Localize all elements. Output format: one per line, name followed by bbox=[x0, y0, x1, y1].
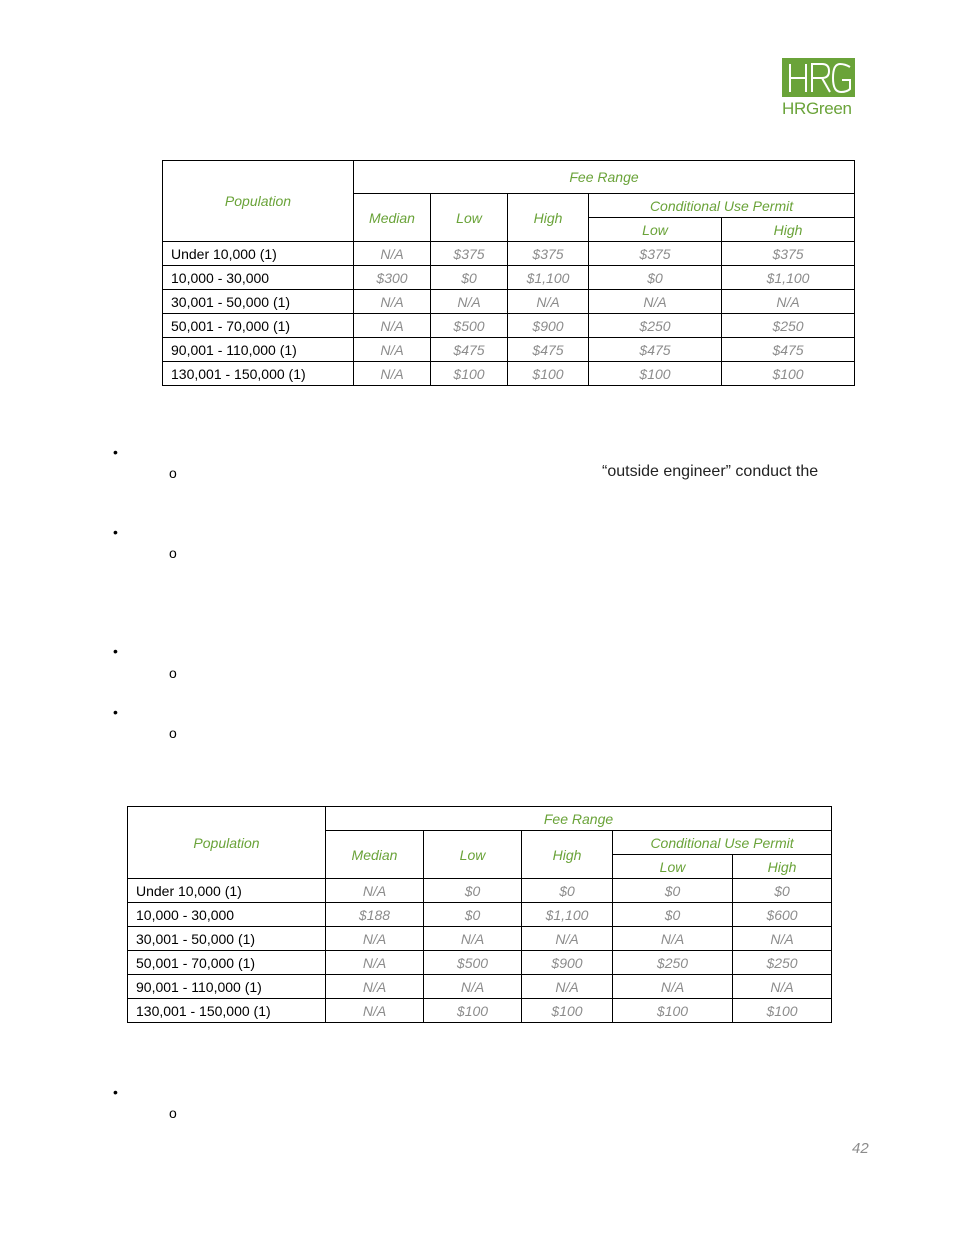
high-header: High bbox=[508, 194, 589, 242]
fee-cell: N/A bbox=[733, 975, 832, 999]
fee-cell: $250 bbox=[722, 314, 855, 338]
bullet-marker: • bbox=[113, 643, 118, 659]
table-row bbox=[163, 266, 855, 290]
bullet-marker: • bbox=[113, 524, 118, 540]
hrgreen-logo bbox=[782, 58, 858, 119]
sub-bullet-marker: o bbox=[169, 665, 177, 681]
fee-cell: $1,100 bbox=[522, 903, 613, 927]
fee-cell: N/A bbox=[431, 290, 508, 314]
fee-cell: $100 bbox=[431, 362, 508, 386]
fee-cell: N/A bbox=[613, 975, 733, 999]
table-row bbox=[128, 903, 832, 927]
fee-cell: $250 bbox=[589, 314, 722, 338]
sub-bullet-marker: o bbox=[169, 545, 177, 561]
population-cell: Under 10,000 (1) bbox=[128, 879, 326, 903]
sub-bullet-marker: o bbox=[169, 1105, 177, 1121]
cup-low-header: Low bbox=[613, 855, 733, 879]
fee-cell: N/A bbox=[354, 242, 431, 266]
population-cell: 30,001 - 50,000 (1) bbox=[128, 927, 326, 951]
high-header: High bbox=[522, 831, 613, 879]
cup-header: Conditional Use Permit bbox=[613, 831, 832, 855]
population-cell: 50,001 - 70,000 (1) bbox=[163, 314, 354, 338]
fee-cell: $188 bbox=[326, 903, 424, 927]
fee-cell: $100 bbox=[508, 362, 589, 386]
fee-cell: $100 bbox=[424, 999, 522, 1023]
population-cell: 50,001 - 70,000 (1) bbox=[128, 951, 326, 975]
fee-cell: N/A bbox=[508, 290, 589, 314]
fee-cell: $375 bbox=[508, 242, 589, 266]
fee-table-1-body bbox=[163, 242, 855, 386]
fee-table-2 bbox=[127, 806, 832, 1023]
cup-header: Conditional Use Permit bbox=[589, 194, 855, 218]
table-row bbox=[163, 362, 855, 386]
fee-range-header: Fee Range bbox=[354, 161, 855, 194]
fee-cell: $0 bbox=[431, 266, 508, 290]
table-row bbox=[163, 338, 855, 362]
fee-cell: $900 bbox=[508, 314, 589, 338]
logo-wordmark: HRGreen bbox=[782, 99, 852, 118]
fee-cell: $100 bbox=[733, 999, 832, 1023]
fee-cell: $250 bbox=[733, 951, 832, 975]
fee-cell: $0 bbox=[589, 266, 722, 290]
table-row bbox=[163, 242, 855, 266]
median-header: Median bbox=[354, 194, 431, 242]
fee-cell: N/A bbox=[522, 927, 613, 951]
sub-bullet-marker: o bbox=[169, 465, 177, 481]
fee-cell: $900 bbox=[522, 951, 613, 975]
fee-cell: N/A bbox=[326, 879, 424, 903]
fee-cell: N/A bbox=[522, 975, 613, 999]
population-cell: 10,000 - 30,000 bbox=[163, 266, 354, 290]
fee-cell: $300 bbox=[354, 266, 431, 290]
fee-cell: N/A bbox=[354, 290, 431, 314]
fee-table-1 bbox=[162, 160, 855, 386]
table-row bbox=[128, 999, 832, 1023]
cup-high-header: High bbox=[733, 855, 832, 879]
fee-cell: $1,100 bbox=[508, 266, 589, 290]
bullet-marker: • bbox=[113, 1084, 118, 1100]
median-header: Median bbox=[326, 831, 424, 879]
table-row bbox=[128, 951, 832, 975]
fee-cell: $250 bbox=[613, 951, 733, 975]
fee-table-2-body bbox=[128, 879, 832, 1023]
sub-bullet-marker: o bbox=[169, 725, 177, 741]
bullet-marker: • bbox=[113, 444, 118, 460]
population-header: Population bbox=[128, 807, 326, 879]
fee-cell: $500 bbox=[424, 951, 522, 975]
population-cell: 130,001 - 150,000 (1) bbox=[128, 999, 326, 1023]
cup-low-header: Low bbox=[589, 218, 722, 242]
fee-cell: N/A bbox=[613, 927, 733, 951]
fee-cell: $100 bbox=[589, 362, 722, 386]
population-cell: 90,001 - 110,000 (1) bbox=[163, 338, 354, 362]
population-cell: 130,001 - 150,000 (1) bbox=[163, 362, 354, 386]
population-cell: 10,000 - 30,000 bbox=[128, 903, 326, 927]
fee-cell: $600 bbox=[733, 903, 832, 927]
population-header: Population bbox=[163, 161, 354, 242]
table-row bbox=[163, 290, 855, 314]
fee-cell: $1,100 bbox=[722, 266, 855, 290]
fee-cell: $475 bbox=[508, 338, 589, 362]
fee-cell: N/A bbox=[354, 314, 431, 338]
bullet-marker: • bbox=[113, 704, 118, 720]
fee-cell: $475 bbox=[589, 338, 722, 362]
fee-cell: N/A bbox=[589, 290, 722, 314]
fee-cell: $375 bbox=[589, 242, 722, 266]
fee-cell: N/A bbox=[424, 927, 522, 951]
population-cell: 90,001 - 110,000 (1) bbox=[128, 975, 326, 999]
fee-cell: $500 bbox=[431, 314, 508, 338]
logo-mark bbox=[782, 58, 855, 97]
fee-cell: N/A bbox=[326, 999, 424, 1023]
fee-cell: $375 bbox=[431, 242, 508, 266]
fee-cell: N/A bbox=[326, 951, 424, 975]
fee-cell: $0 bbox=[424, 903, 522, 927]
fee-cell: N/A bbox=[326, 927, 424, 951]
fee-range-header: Fee Range bbox=[326, 807, 832, 831]
fee-cell: $0 bbox=[424, 879, 522, 903]
fee-cell: N/A bbox=[354, 338, 431, 362]
population-cell: Under 10,000 (1) bbox=[163, 242, 354, 266]
fee-cell: $0 bbox=[733, 879, 832, 903]
fee-cell: N/A bbox=[424, 975, 522, 999]
table-row bbox=[163, 314, 855, 338]
low-header: Low bbox=[431, 194, 508, 242]
fee-cell: $0 bbox=[613, 879, 733, 903]
table-row bbox=[128, 975, 832, 999]
table-row bbox=[128, 879, 832, 903]
outside-engineer-text: “outside engineer” conduct the bbox=[602, 463, 819, 480]
population-cell: 30,001 - 50,000 (1) bbox=[163, 290, 354, 314]
fee-cell: $0 bbox=[522, 879, 613, 903]
cup-high-header: High bbox=[722, 218, 855, 242]
fee-cell: N/A bbox=[326, 975, 424, 999]
fee-cell: $0 bbox=[613, 903, 733, 927]
page-number: 42 bbox=[852, 1140, 869, 1157]
fee-cell: $100 bbox=[722, 362, 855, 386]
fee-cell: $100 bbox=[613, 999, 733, 1023]
fee-cell: N/A bbox=[354, 362, 431, 386]
low-header: Low bbox=[424, 831, 522, 879]
fee-cell: $100 bbox=[522, 999, 613, 1023]
fee-cell: $375 bbox=[722, 242, 855, 266]
fee-cell: $475 bbox=[722, 338, 855, 362]
fee-cell: N/A bbox=[722, 290, 855, 314]
table-row bbox=[128, 927, 832, 951]
fee-cell: $475 bbox=[431, 338, 508, 362]
fee-cell: N/A bbox=[733, 927, 832, 951]
hrg-monogram-icon bbox=[784, 61, 854, 95]
